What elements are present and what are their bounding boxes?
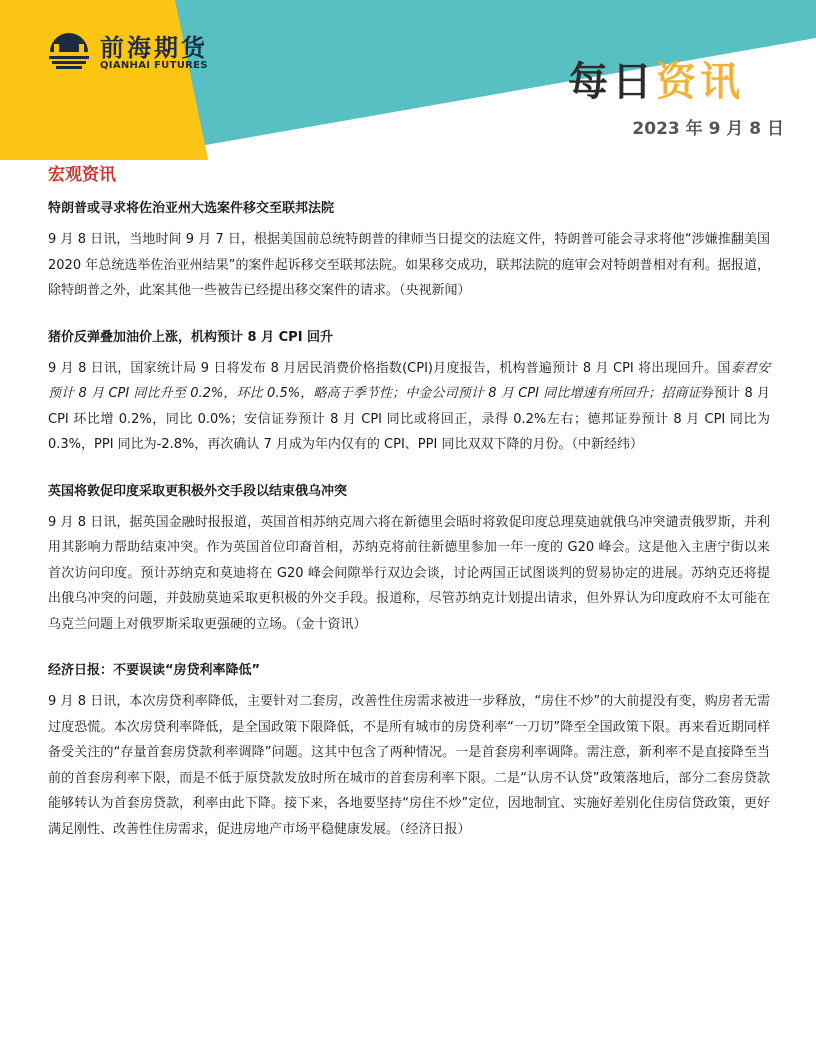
section-title: 宏观资讯	[48, 165, 116, 185]
article-body-italic: 泰君安预计 8 月 CPI 同比升至 0.2%，环比 0.5%，略高于季节性；中金公司预计 8 月 CPI 同比增速有所回升；招商证	[48, 360, 770, 401]
article-body: 9 月 8 日讯，当地时间 9 月 7 日，根据美国前总统特朗普的律师当日提交的法庭文件，特朗普可能会寻求将他“涉嫌推翻美国 2020 年总统选举佐治亚州结果”的案件起诉移交至联邦法院。如果移交成功，联邦法院的庭审会对特朗普相对有利。据报道，除特朗普之外，此案其他一些被告已经提出移交案件的请求。（央视新闻）	[48, 232, 770, 298]
article-1	[48, 197, 770, 304]
article-headline: 英国将敦促印度采取更积极外交手段以结束俄乌冲突	[48, 483, 348, 499]
article-headline: 特朗普或寻求将佐治亚州大选案件移交至联邦法院	[48, 201, 335, 216]
article-headline: 经济日报：不要误读“房贷利率降低”	[48, 663, 261, 678]
article-body: 9 月 8 日讯，据英国金融时报报道，英国首相苏纳克周六将在新德里会晤时将敦促印度总理莫迪就俄乌冲突谴责俄罗斯，并利用其影响力帮助结束冲突。作为英国首位印裔首相，苏纳克将前往新德里参加一年一度的 G20 峰会。这是他入主唐宁街以来首次访问印度。预计苏纳克和莫迪将在 G20 峰会间隙举行双边会谈，讨论两国正试图谈判的贸易协定的进展。苏纳克还将提出俄乌冲突的问题，并鼓励莫迪采取更积极的外交手段。报道称，尽管苏纳克计划提出请求，但外界认为印度政府不太可能在乌克兰问题上对俄罗斯采取更强硬的立场。（金十资讯）	[48, 514, 770, 632]
logo-chinese-name: 前海期货	[100, 33, 208, 62]
article-body	[48, 356, 770, 458]
logo-mark-icon	[46, 30, 92, 72]
article-4	[48, 659, 770, 842]
article-3	[48, 480, 770, 638]
page-title-part1: 每日	[568, 59, 656, 105]
article-headline: 猪价反弹叠加油价上涨，机构预计 8 月 CPI 回升	[48, 329, 334, 345]
article-body: 9 月 8 日讯，本次房贷利率降低，主要针对二套房，改善性住房需求被进一步释放，“房住不炒”的大前提没有变，购房者无需过度恐慌。本次房贷利率降低，是全国政策下限降低，不是所有城市的房贷利率“一刀切”降至全国政策下限。再来看近期同样备受关注的“存量首套房贷款利率调降”问题。这其中包含了两种情况。一是首套房利率调降。需注意，新利率不是直接降至当前的首套房利率下限，而是不低于原贷款发放时所在城市的首套房利率下限。二是“认房不认贷”政策落地后，部分二套房贷款能够转认为首套房贷款，利率由此下降。接下来，各地要坚持“房住不炒”定位，因地制宜、实施好差别化住房信贷政策，更好满足刚性、改善性住房需求，促进房地产市场平稳健康发展。（经济日报）	[48, 694, 770, 837]
article-2	[48, 326, 770, 458]
article-body-part-b: 券预计 8 月 CPI 环比增 0.2%，同比 0.0%；安信证券预计 8 月 CPI 同比或将回正，录得 0.2%左右；德邦证券预计 8 月 CPI 同比为 0.3%，PPI 同比为-2.8%，再次确认 7 月成为年内仅有的 CPI、PPI 同比双双下降的月份。（中新经纬）	[48, 386, 770, 452]
banner-yellow-shape	[0, 0, 208, 160]
page-title	[568, 50, 744, 107]
page-title-part2: 资讯	[656, 59, 744, 105]
article-body-part-a: 9 月 8 日讯，国家统计局 9 日将发布 8 月居民消费价格指数(CPI)月度报告，机构普遍预计 8 月 CPI 将出现回升。国	[48, 360, 731, 376]
main-content	[48, 160, 770, 864]
logo-english-name: QIANHAI FUTURES	[100, 60, 208, 71]
report-date: 2023 年 9 月 8 日	[632, 119, 784, 139]
